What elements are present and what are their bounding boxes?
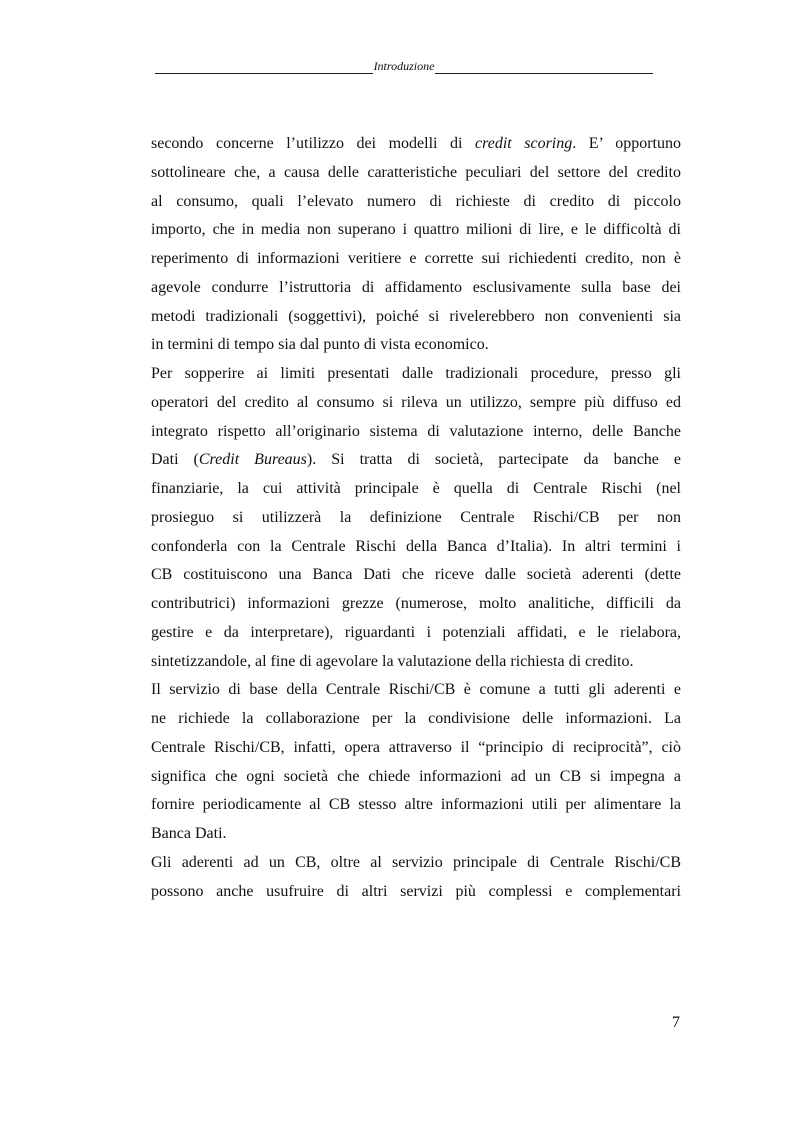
text-line — [151, 188, 681, 217]
text-line — [151, 676, 681, 705]
text-run: integrato rispetto all’originario sistema di valutazione interno, delle Banche — [151, 422, 681, 440]
text-run: Il servizio di base della Centrale Rischi/CB è comune a tutti gli aderenti e — [151, 681, 681, 699]
text-run: Banca Dati. — [151, 825, 227, 842]
text-run: al consumo, quali l’elevato numero di richieste di credito di piccolo — [151, 192, 681, 210]
text-run: contributrici) informazioni grezze (numerose, molto analitiche, difficili da — [151, 595, 681, 612]
text-run: ne richiede la collaborazione per la condivisione delle informazioni. La — [151, 710, 681, 727]
italic-term: Credit Bureaus — [198, 451, 307, 469]
text-line — [151, 878, 681, 907]
text-run: finanziarie, la cui attività principale è quella di Centrale Rischi (nel — [151, 480, 681, 497]
text-line — [151, 590, 681, 619]
text-run: fornire periodicamente al CB stesso altre informazioni utili per alimentare la — [151, 796, 681, 814]
text-run: Dati ( — [151, 451, 199, 469]
text-line — [151, 849, 681, 878]
text-line — [151, 619, 681, 648]
text-line — [151, 389, 681, 418]
text-run: metodi tradizionali (soggettivi), poiché si rivelerebbero non convenienti sia — [151, 307, 681, 325]
text-line — [151, 705, 681, 734]
body-text — [151, 130, 681, 906]
text-line — [151, 820, 681, 849]
text-run: importo, che in media non superano i quattro milioni di lire, e le difficoltà di — [151, 221, 681, 239]
text-run: Centrale Rischi/CB, infatti, opera attraverso il “principio di reciprocità”, ciò — [151, 738, 681, 756]
text-line — [151, 446, 681, 475]
text-run: in termini di tempo sia dal punto di vista economico. — [151, 336, 489, 354]
text-run: ). Si tratta di società, partecipate da banche e — [306, 451, 681, 469]
text-line — [151, 418, 681, 447]
text-run: CB costituiscono una Banca Dati che riceve dalle società aderenti (dette — [151, 566, 681, 584]
header-rule-right — [435, 61, 653, 74]
text-line — [151, 216, 681, 245]
running-header — [155, 58, 653, 74]
text-run: reperimento di informazioni veritiere e corrette sui richiedenti credito, non è — [151, 250, 681, 267]
text-line — [151, 763, 681, 792]
text-run: secondo concerne l’utilizzo dei modelli di — [151, 135, 475, 152]
text-line — [151, 561, 681, 590]
text-run: operatori del credito al consumo si rileva un utilizzo, sempre più diffuso ed — [151, 393, 681, 411]
text-run: significa che ogni società che chiede informazioni ad un CB si impegna a — [151, 767, 681, 785]
text-line — [151, 475, 681, 504]
text-line — [151, 245, 681, 274]
text-run: . E’ opportuno — [572, 135, 681, 152]
text-line — [151, 504, 681, 533]
text-run: Per sopperire ai limiti presentati dalle tradizionali procedure, presso gli — [151, 365, 681, 382]
text-line — [151, 331, 681, 360]
text-line — [151, 791, 681, 820]
text-run: sottolineare che, a causa delle caratteristiche peculiari del settore del credito — [151, 163, 681, 181]
text-line — [151, 274, 681, 303]
text-line — [151, 303, 681, 332]
text-run: possono anche usufruire di altri servizi più complessi e complementari — [151, 882, 681, 900]
text-line — [151, 533, 681, 562]
text-run: Gli aderenti ad un CB, oltre al servizio principale di Centrale Rischi/CB — [151, 853, 681, 871]
page-number: 7 — [672, 1014, 680, 1031]
header-rule-left — [155, 61, 373, 74]
text-run: agevole condurre l’istruttoria di affidamento esclusivamente sulla base dei — [151, 278, 681, 296]
italic-term: credit scoring — [474, 135, 573, 152]
text-line — [151, 159, 681, 188]
text-run: sintetizzandole, al fine di agevolare la valutazione della richiesta di credito. — [151, 652, 634, 670]
text-line — [151, 648, 681, 677]
text-line — [151, 734, 681, 763]
header-title: Introduzione — [373, 59, 435, 73]
text-line — [151, 360, 681, 389]
text-run: confonderla con la Centrale Rischi della Banca d’Italia). In altri termini i — [151, 537, 681, 555]
text-run: gestire e da interpretare), riguardanti i potenziali affidati, e le rielabora, — [151, 623, 681, 641]
text-line — [151, 130, 681, 159]
text-run: prosieguo si utilizzerà la definizione Centrale Rischi/CB per non — [151, 508, 681, 526]
